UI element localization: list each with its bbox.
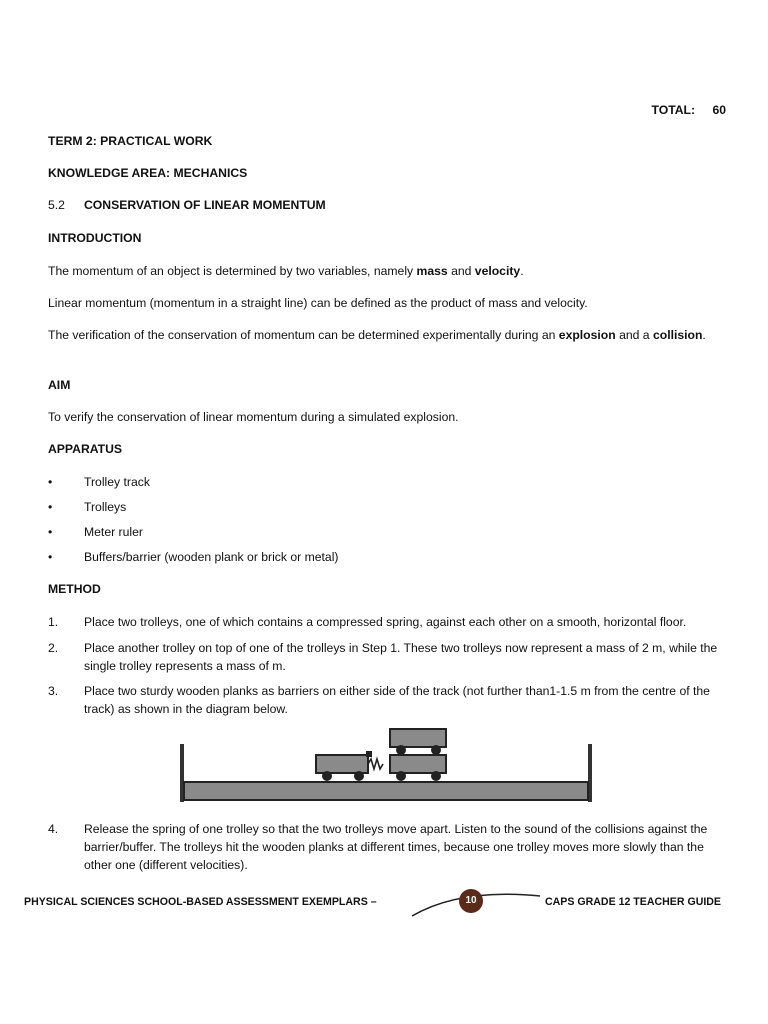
aim-heading: AIM	[48, 378, 71, 392]
intro-p3-end: .	[702, 328, 706, 342]
intro-p1-velocity: velocity	[474, 264, 521, 278]
intro-p3-and: and a	[615, 328, 653, 342]
total-marks	[651, 103, 726, 117]
term-heading: TERM 2: PRACTICAL WORK	[48, 134, 213, 148]
document-page: TOTAL: 60 TERM 2: PRACTICAL WORK KNOWLEDGE AREA: MECHANICS 5.2 CONSERVATION OF LINEAR MOMENTUM INTRODUCTION The momentum of an object is determined by two variables, namely mass and velocity. Linear momentum (momentum in a straight line) can be defined as the product of mass and velocity. The verification of the conservation of momentum can be determined experimentally during an explosion and a collision. AIM To verify the conservation of linear momentum during a simulated explosion. APPARATUS • Trolley track • Trolleys • Meter ruler • Buffers/barrier (wooden plank or brick or metal) METHOD 1. Place two trolleys, one of which contains a compressed spring, against each other on a smooth, horizontal floor. 2. Place another trolley on top of one of the trolleys in Step 1. These two trolleys now represent a mass of 2 m, while the single trolley represents a mass of m. 3. Place two sturdy wooden planks as barriers on either side of the track (not further than1-1.5 m from the centre of the track) as shown in the diagram below. 4. Release the spring of one trolley so that the two trolleys move apart. Listen to the sound of the collisions against the barrier/buffer. The trolleys hit the wooden planks at different times, because one trolley moves more slowly than the other one (different velocities). PHYSICAL SCIENCES SCHOOL-BASED ASSESSMENT EXEMPLARS – 10 CAPS GRADE 12 TEACHER GUIDE	[0, 0, 768, 1024]
introduction-paragraph-3	[48, 327, 726, 344]
introduction-paragraph-1	[48, 263, 726, 280]
method-step	[48, 613, 726, 631]
method-step-text: Place two sturdy wooden planks as barriers on either side of the track (not further than1-1.5 m from the centre of the track) as shown in the diagram below.	[84, 684, 710, 716]
knowledge-area-heading: KNOWLEDGE AREA: MECHANICS	[48, 166, 248, 180]
introduction-heading: INTRODUCTION	[48, 231, 142, 245]
intro-p3-collision: collision	[652, 328, 703, 342]
apparatus-item-text: Meter ruler	[84, 525, 143, 539]
method-step-number: 4.	[48, 822, 59, 836]
method-step-text: Release the spring of one trolley so that the two trolleys move apart. Listen to the sound of the collisions against the barrier/buffer. The trolleys hit the wooden planks at different times, because one trolley moves more slowly than the other one (different velocities).	[84, 822, 708, 872]
intro-p1-text: The momentum of an object is determined by two variables, namely	[48, 264, 417, 278]
method-step	[48, 682, 726, 718]
method-step-number: 2.	[48, 641, 59, 655]
intro-p1-end: .	[520, 264, 524, 278]
intro-p1-mass: mass	[416, 264, 448, 278]
total-label: TOTAL:	[651, 103, 696, 117]
method-step-text: Place another trolley on top of one of the trolleys in Step 1. These two trolleys now represent a mass of 2 m, while the single trolley represents a mass of m.	[84, 641, 718, 673]
method-heading: METHOD	[48, 582, 101, 596]
apparatus-item-text: Trolleys	[84, 500, 127, 514]
intro-p3-text: The verification of the conservation of momentum can be determined experimentally during an	[48, 328, 559, 342]
aim-text: To verify the conservation of linear momentum during a simulated explosion.	[48, 410, 459, 424]
section-number: 5.2	[48, 198, 65, 212]
trolley-track	[184, 782, 588, 800]
method-step	[48, 820, 726, 874]
page-footer	[0, 884, 768, 924]
apparatus-heading: APPARATUS	[48, 442, 123, 456]
section-heading	[48, 197, 726, 214]
intro-p3-explosion: explosion	[558, 328, 616, 342]
footer-right-text: CAPS GRADE 12 TEACHER GUIDE	[545, 896, 722, 908]
method-step-number: 3.	[48, 684, 59, 698]
trolley-track-diagram	[170, 722, 600, 808]
apparatus-item-text: Trolley track	[84, 475, 150, 489]
total-value: 60	[712, 103, 726, 117]
method-step-number: 1.	[48, 615, 59, 629]
method-step-text: Place two trolleys, one of which contains a compressed spring, against each other on a smooth, horizontal floor.	[84, 615, 687, 629]
intro-p1-and: and	[447, 264, 475, 278]
introduction-paragraph-2: Linear momentum (momentum in a straight line) can be defined as the product of mass and velocity.	[48, 296, 588, 310]
page-number-badge: 10	[459, 889, 483, 913]
stacked-trolleys	[390, 729, 446, 781]
footer-left-text: PHYSICAL SCIENCES SCHOOL-BASED ASSESSMENT EXEMPLARS –	[24, 896, 377, 908]
section-title: CONSERVATION OF LINEAR MOMENTUM	[84, 198, 326, 212]
method-step	[48, 639, 726, 675]
apparatus-item-text: Buffers/barrier (wooden plank or brick or metal)	[84, 550, 339, 564]
single-trolley	[316, 755, 368, 781]
